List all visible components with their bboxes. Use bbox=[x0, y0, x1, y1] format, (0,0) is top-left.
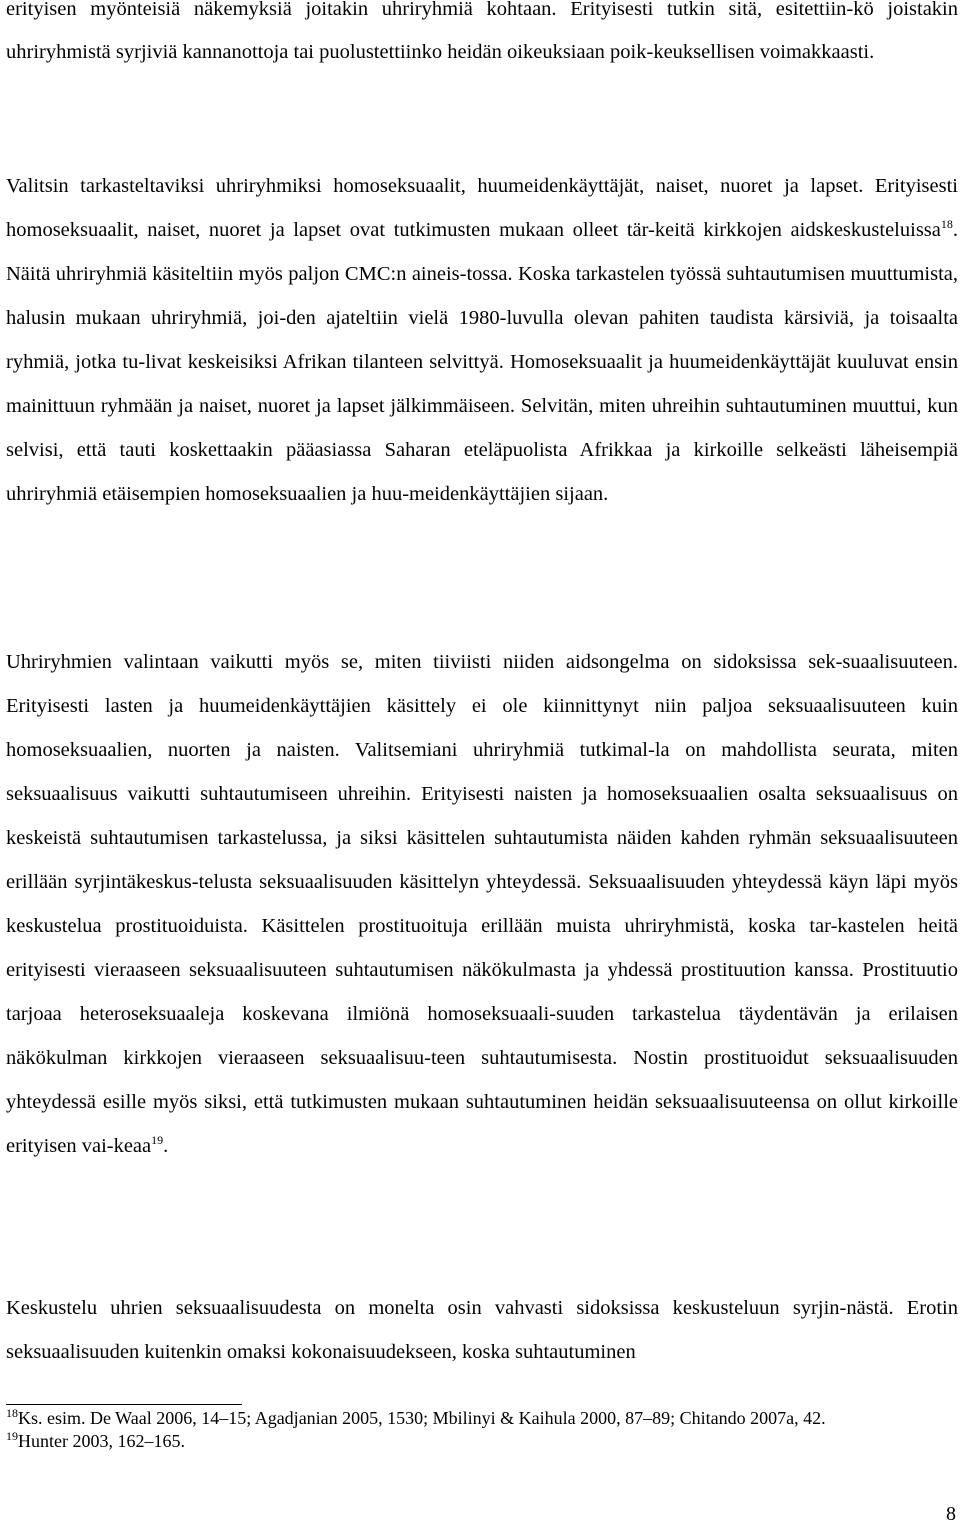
paragraph-3-text-part-1: Uhriryhmien valintaan vaikutti myös se, miten tiiviisti niiden aidsongelma on sidoksissa sek-suaalisuuteen. Erityisesti lasten ja huumeidenkäyttäjien käsittely ei ole kiinnittynyt niin paljoa seksuaalisuuteen kuin homoseksuaalien, nuorten ja naisten. Valitsemiani uhriryhmiä tutkimal-la on mahdollista seurata, miten seksuaalisuus vaikutti suhtautumiseen uhreihin. Erityisesti naisten ja homoseksuaalien osalta seksuaalisuus on keskeistä suhtautumisen tarkastelussa, ja siksi käsittelen suhtautumista näiden kahden ryhmän seksuaalisuuteen erillään syrjintäkeskus-telusta seksuaalisuuden käsittelyn yhteydessä. Seksuaalisuuden yhteydessä käyn läpi myös keskustelua prostituoiduista. Käsittelen prostituoituja erillään muista uhriryhmistä, koska tar-kastelen heitä erityisesti vieraaseen seksuaalisuuteen suhtautumisen näkökulmasta ja yhdessä prostituution kanssa. Prostituutio tarjoaa heteroseksuaaleja koskevana ilmiönä homoseksuaali-suuden tarkastelua täydentävän ja erilaisen näkökulman kirkkojen vieraaseen seksuaalisuu-teen suhtautumisesta. Nostin prostituoidut seksuaalisuuden yhteydessä esille myös siksi, että tutkimusten mukaan suhtautuminen heidän seksuaalisuuteensa on ollut kirkoille erityisen vai-keaa bbox=[6, 651, 958, 1157]
paragraph-3-text-part-2: . bbox=[163, 1135, 169, 1157]
footnote-reference-18[interactable]: 18 bbox=[940, 217, 953, 232]
paragraph-1-text: erityisen myönteisiä näkemyksiä joitakin uhriryhmiä kohtaan. Erityisesti tutkin sitä, esitettiin-kö joistakin uhriryhmistä syrjiviä kannanottoja tai puolustettiinko heidän oikeuksiaan poik-keuksellisen voimakkaasti. bbox=[6, 0, 958, 63]
footnote-reference-19[interactable]: 19 bbox=[151, 1133, 164, 1148]
paragraph-4-text: Keskustelu uhrien seksuaalisuudesta on monelta osin vahvasti sidoksissa keskusteluun syrjin-nästä. Erotin seksuaalisuuden kuitenkin omaksi kokonaisuudekseen, koska suhtautuminen bbox=[6, 1297, 958, 1363]
footnote-text: Ks. esim. De Waal 2006, 14–15; Agadjanian 2005, 1530; Mbilinyi & Kaihula 2000, 87–89; Chitando 2007a, 42. bbox=[18, 1408, 826, 1428]
footnote-19 bbox=[6, 1430, 958, 1453]
paragraph-1 bbox=[6, 0, 958, 73]
page-number: 8 bbox=[946, 1503, 956, 1525]
footnote-number: 18 bbox=[6, 1406, 18, 1420]
paragraph-2-text-part-1: Valitsin tarkasteltaviksi uhriryhmiksi homoseksuaalit, huumeidenkäyttäjät, naiset, nuoret ja lapset. Erityisesti homoseksuaalit, naiset, nuoret ja lapset ovat tutkimusten mukaan olleet tär-keitä kirkkojen aidskeskusteluissa bbox=[6, 175, 958, 241]
document-page bbox=[6, 0, 958, 1537]
footnote-number: 19 bbox=[6, 1429, 18, 1443]
footnote-18 bbox=[6, 1407, 958, 1430]
footnotes bbox=[6, 1407, 958, 1453]
paragraph-2-text-part-2: . Näitä uhriryhmiä käsiteltiin myös paljon CMC:n aineis-tossa. Koska tarkastelen työssä suhtautumisen muuttumista, halusin mukaan uhriryhmiä, joi-den ajateltiin vielä 1980-luvulla olevan pahiten taudista kärsiviä, ja toisaalta ryhmiä, jotka tu-livat keskeisiksi Afrikan tilanteen selvittyä. Homoseksuaalit ja huumeidenkäyttäjät kuuluvat ensin mainittuun ryhmään ja naiset, nuoret ja lapset jälkimmäiseen. Selvitän, miten uhreihin suhtautuminen muuttui, kun selvisi, että tauti koskettaakin pääasiassa Saharan eteläpuolista Afrikkaa ja kirkoille selkeästi läheisempiä uhriryhmiä etäisempien homoseksuaalien ja huu-meidenkäyttäjien sijaan. bbox=[6, 219, 958, 505]
paragraph-4 bbox=[6, 1286, 958, 1374]
paragraph-2 bbox=[6, 164, 958, 516]
footnote-separator bbox=[6, 1404, 242, 1405]
footnote-text: Hunter 2003, 162–165. bbox=[18, 1431, 185, 1451]
paragraph-3 bbox=[6, 640, 958, 1168]
